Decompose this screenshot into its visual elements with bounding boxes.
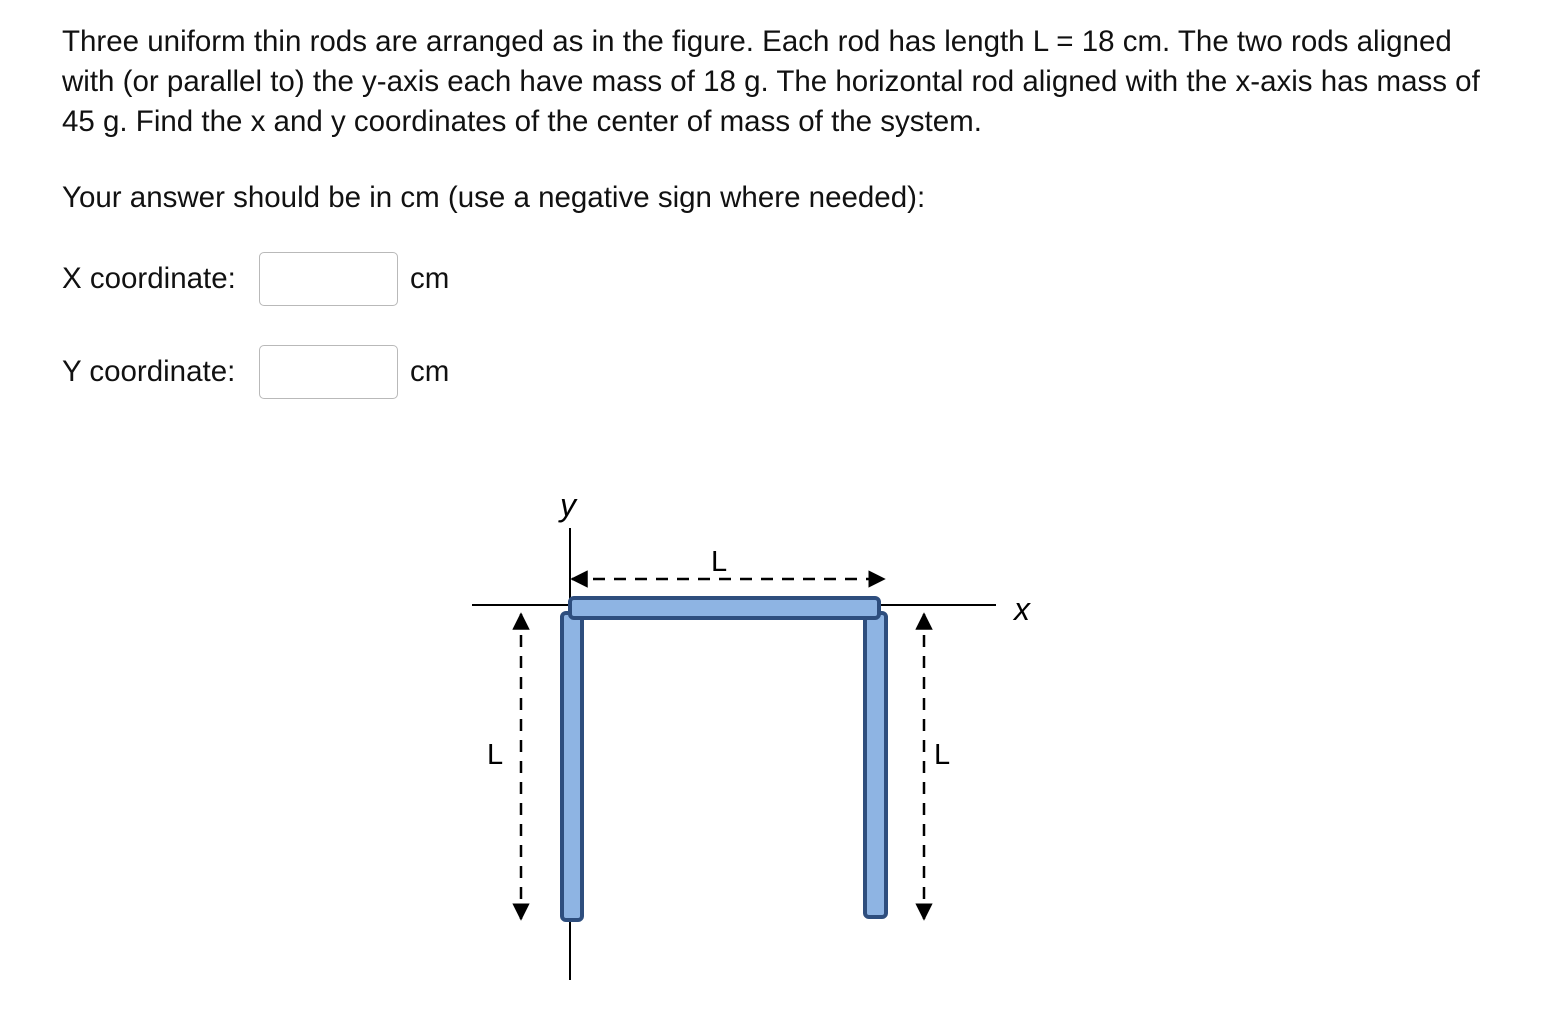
y-coordinate-input[interactable]: [259, 345, 398, 399]
problem-statement: Three uniform thin rods are arranged as in the figure. Each rod has length L = 18 cm. The two rods aligned with (or parallel to) the y-axis each have mass of 18 g. The horizontal rod aligned with the x-axis has mass of 45 g. Find the x and y coordinates of the center of mass of the system.: [62, 25, 1480, 138]
top-length-label: L: [711, 546, 728, 578]
x-coordinate-label: X coordinate:: [62, 262, 236, 295]
y-coordinate-label: Y coordinate:: [62, 355, 236, 388]
y-axis-label: y: [560, 487, 576, 523]
x-coordinate-input[interactable]: [259, 252, 398, 306]
right-vertical-rod: [865, 613, 886, 917]
y-coordinate-unit: cm: [410, 355, 450, 388]
rods-figure: [460, 480, 1060, 990]
x-axis-label: x: [1014, 591, 1030, 627]
x-coordinate-row: [62, 250, 449, 308]
left-length-label: L: [487, 739, 504, 771]
y-coordinate-row: [62, 343, 449, 401]
x-coordinate-unit: cm: [410, 262, 450, 295]
answer-instruction: Your answer should be in cm (use a negative sign where needed):: [62, 181, 926, 214]
horizontal-rod: [570, 598, 879, 618]
right-length-label: L: [934, 739, 951, 771]
left-vertical-rod: [562, 613, 582, 920]
